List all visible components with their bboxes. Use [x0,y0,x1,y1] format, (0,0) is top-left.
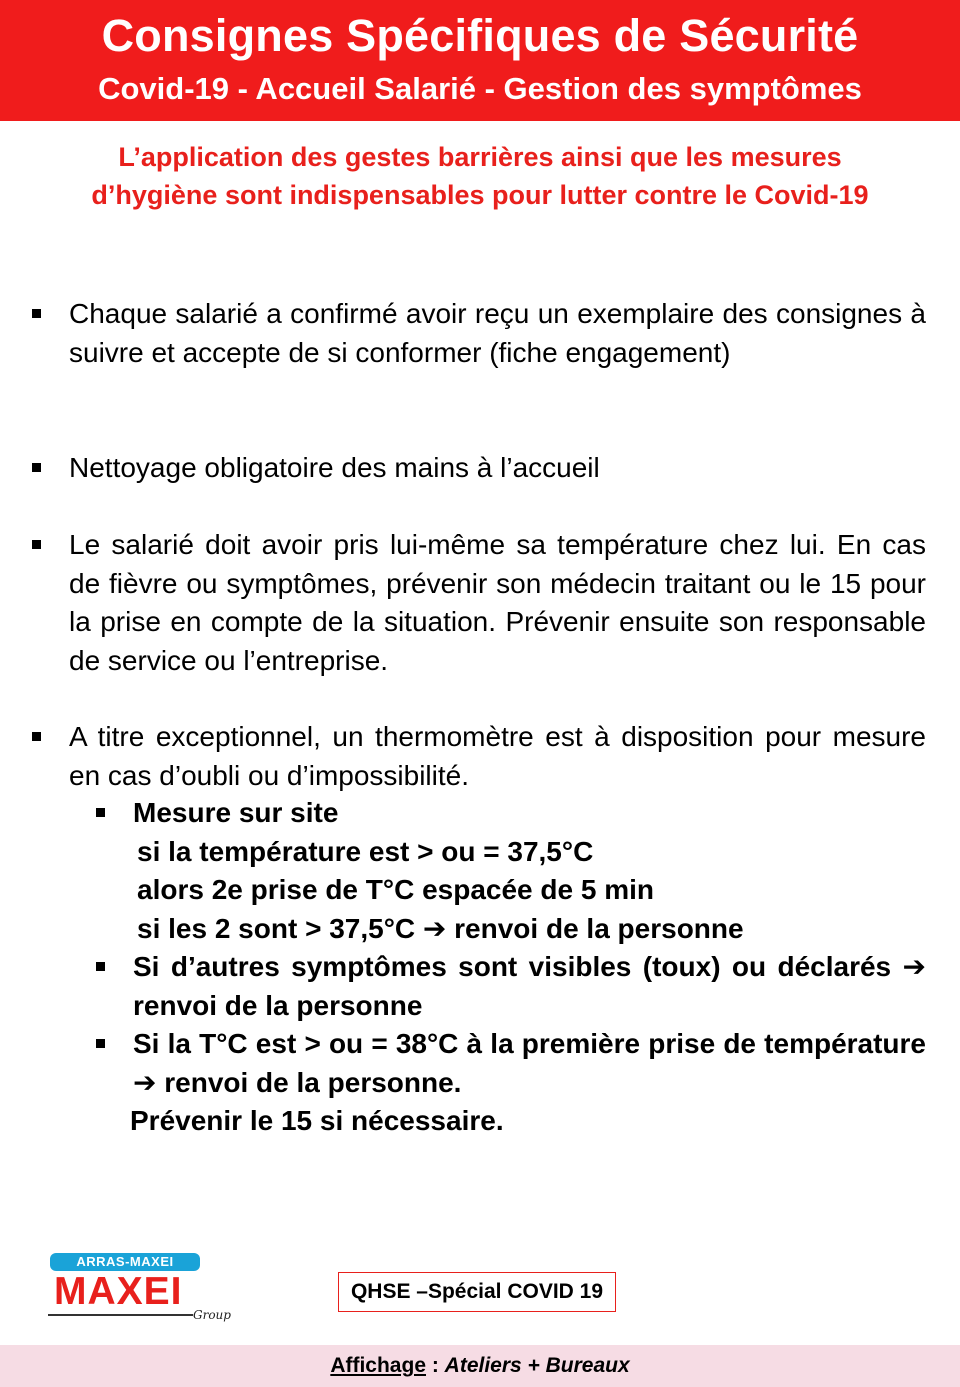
mesure-line-3 [137,910,744,949]
mesure-line-3-result: renvoi de la personne [446,913,744,944]
list-item: Le salarié doit avoir pris lui-même sa température chez lui. En cas de fièvre ou symptômes, prévenir son médecin traitant ou le 15 pour la prise en compte de la situation. Prévenir ensuite son responsable de service ou l’entreprise. [69,529,926,676]
mesure-line-3-condition: si les 2 sont > 37,5°C [137,913,416,944]
lead-statement [0,138,960,214]
list-item: Nettoyage obligatoire des mains à l’accueil [69,452,600,483]
logo-group: Group [193,1308,231,1322]
temperature-result: renvoi de la personne. [156,1066,462,1098]
page-subtitle: Covid-19 - Accueil Salarié - Gestion des symptômes [98,71,862,106]
qhse-label-box: QHSE –Spécial COVID 19 [338,1272,616,1312]
logo-tag: ARRAS-MAXEI [50,1253,200,1271]
temperature-condition: Si la T°C est > ou = 38°C à la première prise de température [133,1028,926,1059]
mesure-title: Mesure sur site [133,797,339,828]
sub-bullet-icon [96,962,105,971]
prevenir-note: Prévenir le 15 si nécessaire. [130,1105,504,1136]
bullet-icon [32,540,41,549]
lead-line-2: d’hygiène sont indispensables pour lutter contre le Covid-19 [91,180,869,210]
bullet-icon [32,309,41,318]
symptomes-item [133,948,926,1025]
mesure-line-2: alors 2e prise de T°C espacée de 5 min [137,874,654,905]
page-title: Consignes Spécifiques de Sécurité [101,10,859,61]
temperature-item [133,1025,926,1102]
mesure-line-1: si la température est > ou = 37,5°C [137,836,594,867]
arrow-right-icon: ➔ [133,1065,157,1099]
sub-bullet-icon [96,808,105,817]
footer-label: Affichage [330,1354,426,1377]
list-item: Chaque salarié a confirmé avoir reçu un exemplaire des consignes à suivre et accepte de si conformer (fiche engagement) [69,298,926,368]
logo-brand: MAXEI [54,1270,183,1313]
sub-bullet-icon [96,1039,105,1048]
arrow-right-icon: ➔ [422,912,447,945]
list-item: A titre exceptionnel, un thermomètre est à disposition pour mesure en cas d’oubli ou d’impossibilité. [69,721,926,791]
bullet-icon [32,732,41,741]
symptomes-result: renvoi de la personne [133,989,423,1021]
footer-separator: : [426,1354,445,1377]
header-banner [0,0,960,121]
symptomes-condition: Si d’autres symptômes sont visibles (toux) ou déclarés [133,951,892,982]
lead-line-1: L’application des gestes barrières ainsi que les mesures [118,142,842,172]
footer-bar [0,1345,960,1387]
company-logo [46,1253,231,1328]
bullet-icon [32,463,41,472]
footer-value: Ateliers + Bureaux [444,1354,630,1377]
arrow-right-icon: ➔ [902,950,926,983]
logo-rule [48,1314,193,1316]
